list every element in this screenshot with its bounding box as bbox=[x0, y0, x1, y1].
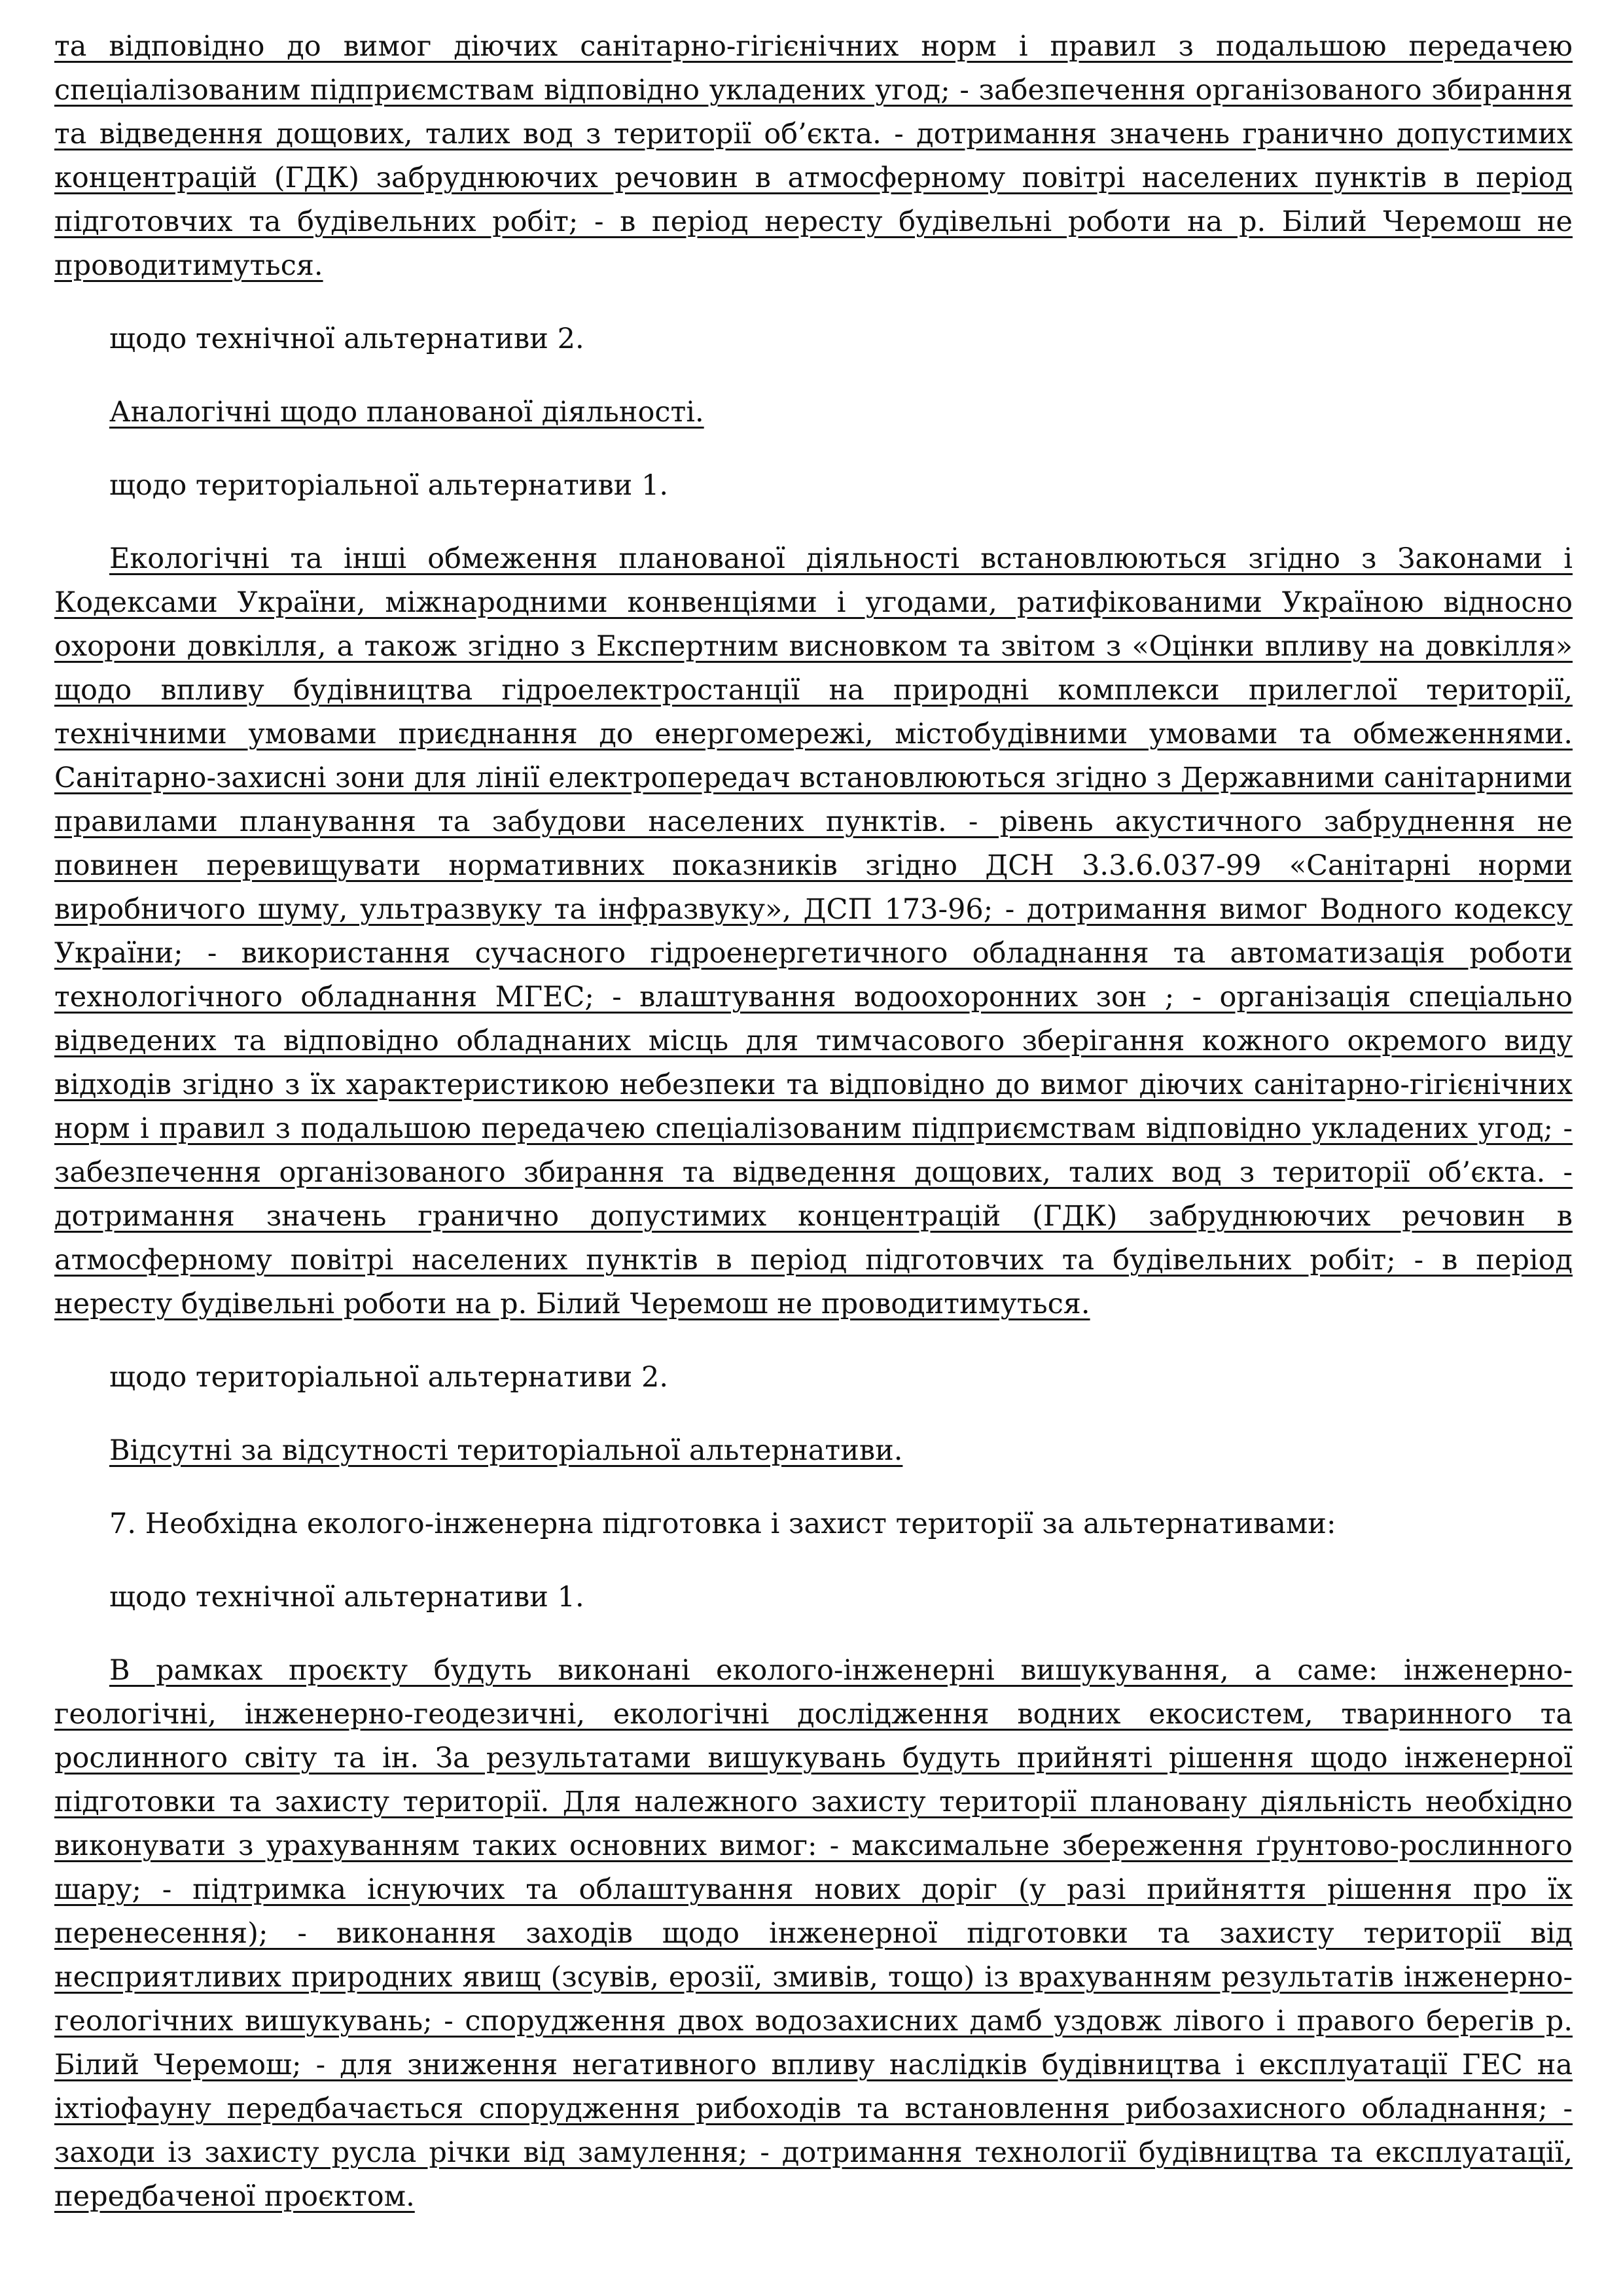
spacer bbox=[54, 288, 1573, 317]
document-page bbox=[54, 25, 1573, 2219]
spacer bbox=[54, 434, 1573, 464]
paragraph-territorial-alternative-1 bbox=[54, 537, 1573, 1326]
paragraph-territorial-alternative-2-text: Відсутні за відсутності територіальної альтернативи. bbox=[109, 1434, 903, 1467]
paragraph-technical-alternative-1 bbox=[54, 1649, 1573, 2219]
paragraph-territorial-alternative-1-text: Екологічні та інші обмеження планованої діяльності встановлюються згідно з Законами і Кодексами України, міжнародними конвенціями і угодами, ратифікованими Україною відносно охорони довкілля, а також згідно з Експертним висновком та звітом з «Оцінки впливу на довкілля» щодо впливу будівництва гідроелектростанції на природні комплекси прилеглої території, технічними умовами приєднання до енергомережі, містобудівними умовами та обмеженнями. Санітарно-захисні зони для лінії електропередач встановлюються згідно з Державними санітарними правилами планування та забудови населених пунктів. - рівень акустичного забруднення не повинен перевищувати нормативних показників згідно ДСН 3.3.6.037-99 «Санітарні норми виробничого шуму, ультразвуку та інфразвуку», ДСП 173-96; - дотримання вимог Водного кодексу України; - використання сучасного гідроенергетичного обладнання та автоматизація роботи технологічного обладнання МГЕС; - влаштування водоохоронних зон ; - організація спеціально відведених та відповідно обладнаних місць для тимчасового зберігання кожного окремого виду відходів згідно з їх характеристикою небезпеки та відповідно до вимог діючих санітарно-гігієнічних норм і правил з подальшою передачею спеціалізованим підприємствам відповідно укладених угод; - забезпечення організованого збирання та відведення дощових, талих вод з території об’єкта. - дотримання значень гранично допустимих концентрацій (ГДК) забруднюючих речовин в атмосферному повітрі населених пунктів в період підготовчих та будівельних робіт; - в період нересту будівельні роботи на р. Білий Черемош не проводитимуться. bbox=[54, 542, 1573, 1320]
heading-territorial-alternative-2: щодо територіальної альтернативи 2. bbox=[109, 1361, 669, 1394]
spacer bbox=[54, 1473, 1573, 1502]
spacer bbox=[54, 1400, 1573, 1429]
spacer bbox=[54, 361, 1573, 391]
heading-section-7: 7. Необхідна еколого-інженерна підготовка і захист території за альтернативами: bbox=[109, 1508, 1336, 1540]
spacer bbox=[54, 1619, 1573, 1649]
spacer bbox=[54, 1326, 1573, 1356]
heading-technical-alternative-2: щодо технічної альтернативи 2. bbox=[109, 323, 584, 355]
paragraph-technical-alternative-1-text: В рамках проєкту будуть виконані еколого-інженерні вишукування, а саме: інженерно-геологічні, інженерно-геодезичні, екологічні дослідження водних екосистем, тваринного та рослинного світу та ін. За результатами вишукувань будуть прийняті рішення щодо інженерної підготовки та захисту території. Для належного захисту території плановану діяльність необхідно виконувати з урахуванням таких основних вимог: - максимальне збереження ґрунтово-рослинного шару; - підтримка існуючих та облаштування нових доріг (у разі прийняття рішення про їх перенесення); - виконання заходів щодо інженерної підготовки та захисту території від несприятливих природних явищ (зсувів, ерозії, змивів, тощо) із врахуванням результатів інженерно-геологічних вишукувань; - спорудження двох водозахисних дамб уздовж лівого і правого берегів р. Білий Черемош; - для зниження негативного впливу наслідків будівництва і експлуатації ГЕС на іхтіофауну передбачається спорудження рибоходів та встановлення рибозахисного обладнання; - заходи із захисту русла річки від замулення; - дотримання технології будівництва та експлуатації, передбаченої проєктом. bbox=[54, 1654, 1573, 2213]
paragraph-continuation bbox=[54, 25, 1573, 288]
spacer bbox=[54, 508, 1573, 537]
spacer bbox=[54, 1546, 1573, 1576]
paragraph-continuation-text: та відповідно до вимог діючих санітарно-гігієнічних норм і правил з подальшою передачею спеціалізованим підприємствам відповідно укладених угод; - забезпечення організованого збирання та відведення дощових, талих вод з території об’єкта. - дотримання значень гранично допустимих концентрацій (ГДК) забруднюючих речовин в атмосферному повітрі населених пунктів в період підготовчих та будівельних робіт; - в період нересту будівельні роботи на р. Білий Черемош не проводитимуться. bbox=[54, 30, 1573, 282]
paragraph-technical-alternative-2-text: Аналогічні щодо планованої діяльності. bbox=[109, 396, 704, 429]
heading-technical-alternative-1: щодо технічної альтернативи 1. bbox=[109, 1581, 584, 1614]
paragraph-territorial-alternative-2 bbox=[54, 1429, 1573, 1473]
paragraph-technical-alternative-2 bbox=[54, 391, 1573, 434]
heading-territorial-alternative-1: щодо територіальної альтернативи 1. bbox=[109, 469, 669, 502]
